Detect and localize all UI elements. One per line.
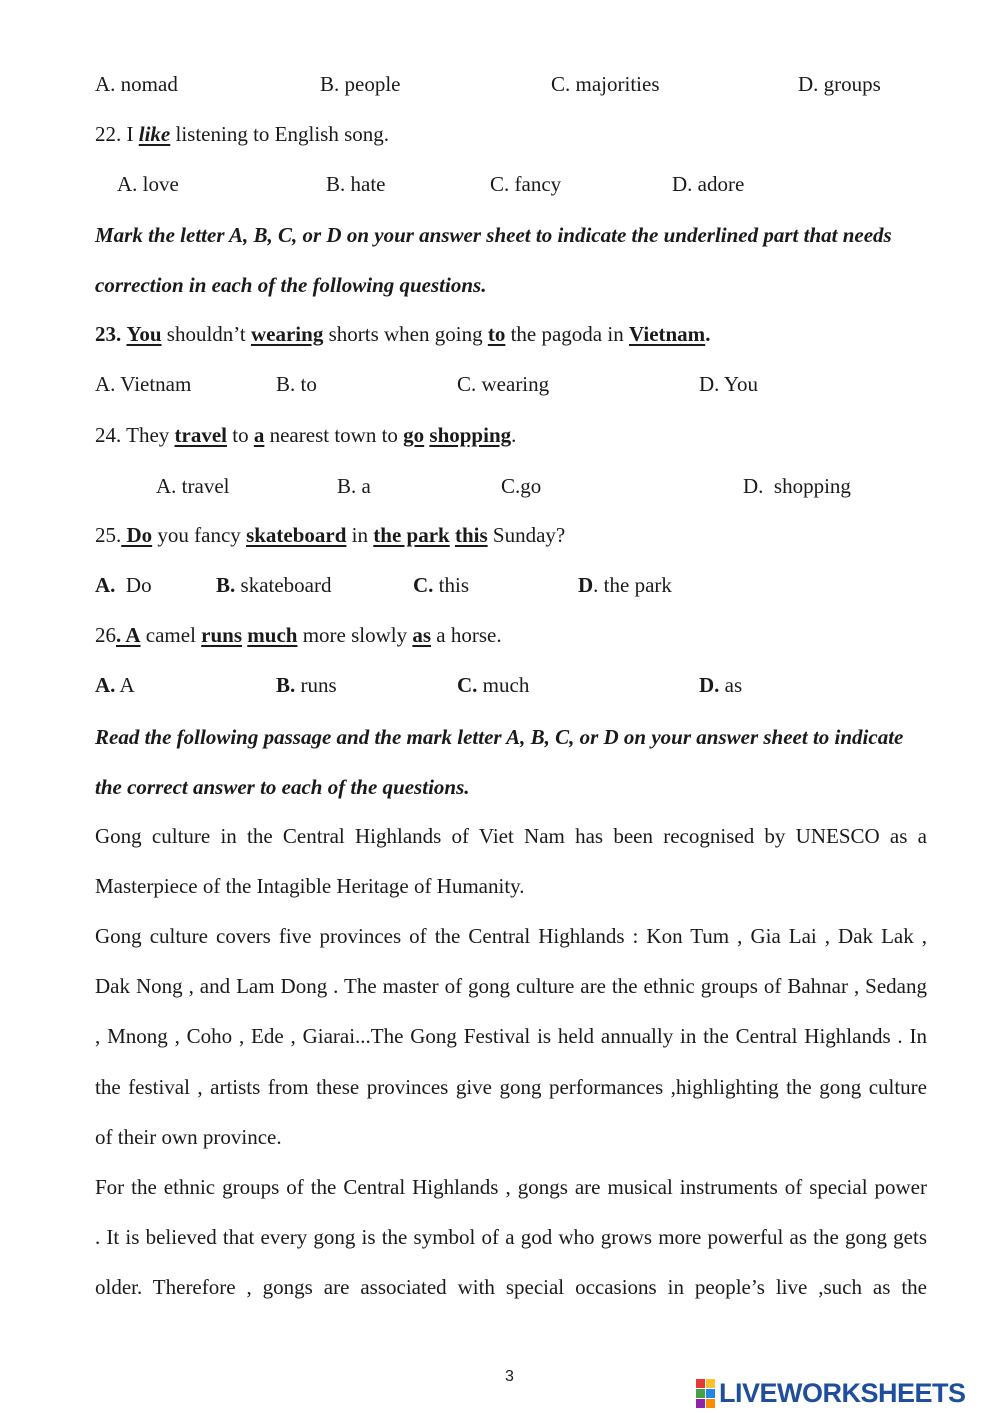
- q23-underlined-c: to: [487, 322, 506, 346]
- instruction-2-line-2: the correct answer to each of the questions.: [95, 775, 470, 799]
- q25-underlined-b: skateboard: [246, 523, 347, 547]
- instruction-1-line-1: Mark the letter A, B, C, or D on your answer sheet to indicate the underlined part that needs: [95, 223, 892, 247]
- q26-option-d: D. as: [699, 673, 743, 697]
- q24-underlined-c: go: [403, 423, 425, 447]
- passage-line: . It is believed that every gong is the symbol of a god who grows more powerful as the gong gets: [95, 1225, 927, 1249]
- q22-option-b: B. hate: [326, 172, 386, 196]
- q25-underlined-c: the park: [373, 523, 450, 547]
- q25-option-c: C. this: [413, 573, 470, 597]
- liveworksheets-logo: [696, 1376, 966, 1410]
- q24-option-b: B. a: [337, 474, 371, 498]
- instruction-2-line-1: Read the following passage and the mark letter A, B, C, or D on your answer sheet to indicate: [95, 725, 904, 749]
- q23-option-c: C. wearing: [457, 372, 550, 396]
- q23-underlined-d: Vietnam: [628, 322, 706, 346]
- passage-line: of their own province.: [95, 1125, 282, 1149]
- q22-keyword: like: [138, 122, 171, 146]
- q26-underlined-b: runs: [201, 623, 243, 647]
- q24-option-a: A. travel: [156, 474, 230, 498]
- q26-option-a: A. A: [95, 673, 135, 697]
- q24-option-c: C.go: [501, 474, 542, 498]
- q24-underlined-d: shopping: [429, 423, 512, 447]
- q25-option-b: B. skateboard: [216, 573, 332, 597]
- q21-option-d: D. groups: [798, 72, 881, 96]
- q25-option-d: D. the park: [578, 573, 672, 597]
- instruction-1-line-2: correction in each of the following questions.: [95, 273, 487, 297]
- q23-option-a: A. Vietnam: [95, 372, 192, 396]
- q25-option-a: A. Do: [95, 573, 152, 597]
- question-23: 23. You shouldn’t wearing shorts when going to the pagoda in Vietnam.: [95, 322, 711, 346]
- passage-line: Masterpiece of the Intagible Heritage of Humanity.: [95, 874, 525, 898]
- passage-line: the festival , artists from these provinces give gong performances ,highlighting the gong culture: [95, 1075, 927, 1099]
- q23-underlined-a: You: [126, 322, 162, 346]
- q25-underlined-d: this: [454, 523, 488, 547]
- q21-option-c: C. majorities: [551, 72, 660, 96]
- q26-underlined-a: . A: [116, 623, 141, 647]
- q26-option-c: C. much: [457, 673, 530, 697]
- passage-line: , Mnong , Coho , Ede , Giarai...The Gong Festival is held annually in the Central Highlands . In: [95, 1024, 927, 1048]
- passage-line: Gong culture in the Central Highlands of Viet Nam has been recognised by UNESCO as a: [95, 824, 927, 848]
- passage-line: Dak Nong , and Lam Dong . The master of gong culture are the ethnic groups of Bahnar , Sedang: [95, 974, 927, 998]
- q23-option-d: D. You: [699, 372, 758, 396]
- liveworksheets-wordmark: LIVEWORKSHEETS: [719, 1377, 966, 1408]
- passage-line: older. Therefore , gongs are associated with special occasions in people’s live ,such as the: [95, 1275, 927, 1299]
- question-25: 25. Do you fancy skateboard in the park this Sunday?: [95, 523, 566, 547]
- q26-underlined-c: much: [247, 623, 298, 647]
- q24-underlined-a: travel: [174, 423, 228, 447]
- q25-underlined-a: Do: [121, 523, 153, 547]
- q23-underlined-b: wearing: [251, 322, 324, 346]
- q22-option-a: A. love: [117, 172, 179, 196]
- q23-option-b: B. to: [276, 372, 317, 396]
- q21-option-a: A. nomad: [95, 72, 178, 96]
- passage-line: Gong culture covers five provinces of the Central Highlands : Kon Tum , Gia Lai , Dak Lak ,: [95, 924, 927, 948]
- q22-option-c: C. fancy: [490, 172, 562, 196]
- passage-line: For the ethnic groups of the Central Highlands , gongs are musical instruments of special power: [95, 1175, 927, 1199]
- q24-option-d: D. shopping: [743, 474, 851, 498]
- question-24: 24. They travel to a nearest town to go shopping.: [95, 423, 517, 447]
- question-26: 26. A camel runs much more slowly as a horse.: [95, 623, 502, 647]
- q26-underlined-d: as: [412, 623, 432, 647]
- page-number: 3: [505, 1368, 514, 1385]
- question-22: 22. I like listening to English song.: [95, 122, 390, 146]
- liveworksheets-logo-icon: [696, 1379, 715, 1408]
- q21-option-b: B. people: [320, 72, 401, 96]
- q22-option-d: D. adore: [672, 172, 745, 196]
- q24-underlined-b: a: [253, 423, 265, 447]
- q26-option-b: B. runs: [276, 673, 337, 697]
